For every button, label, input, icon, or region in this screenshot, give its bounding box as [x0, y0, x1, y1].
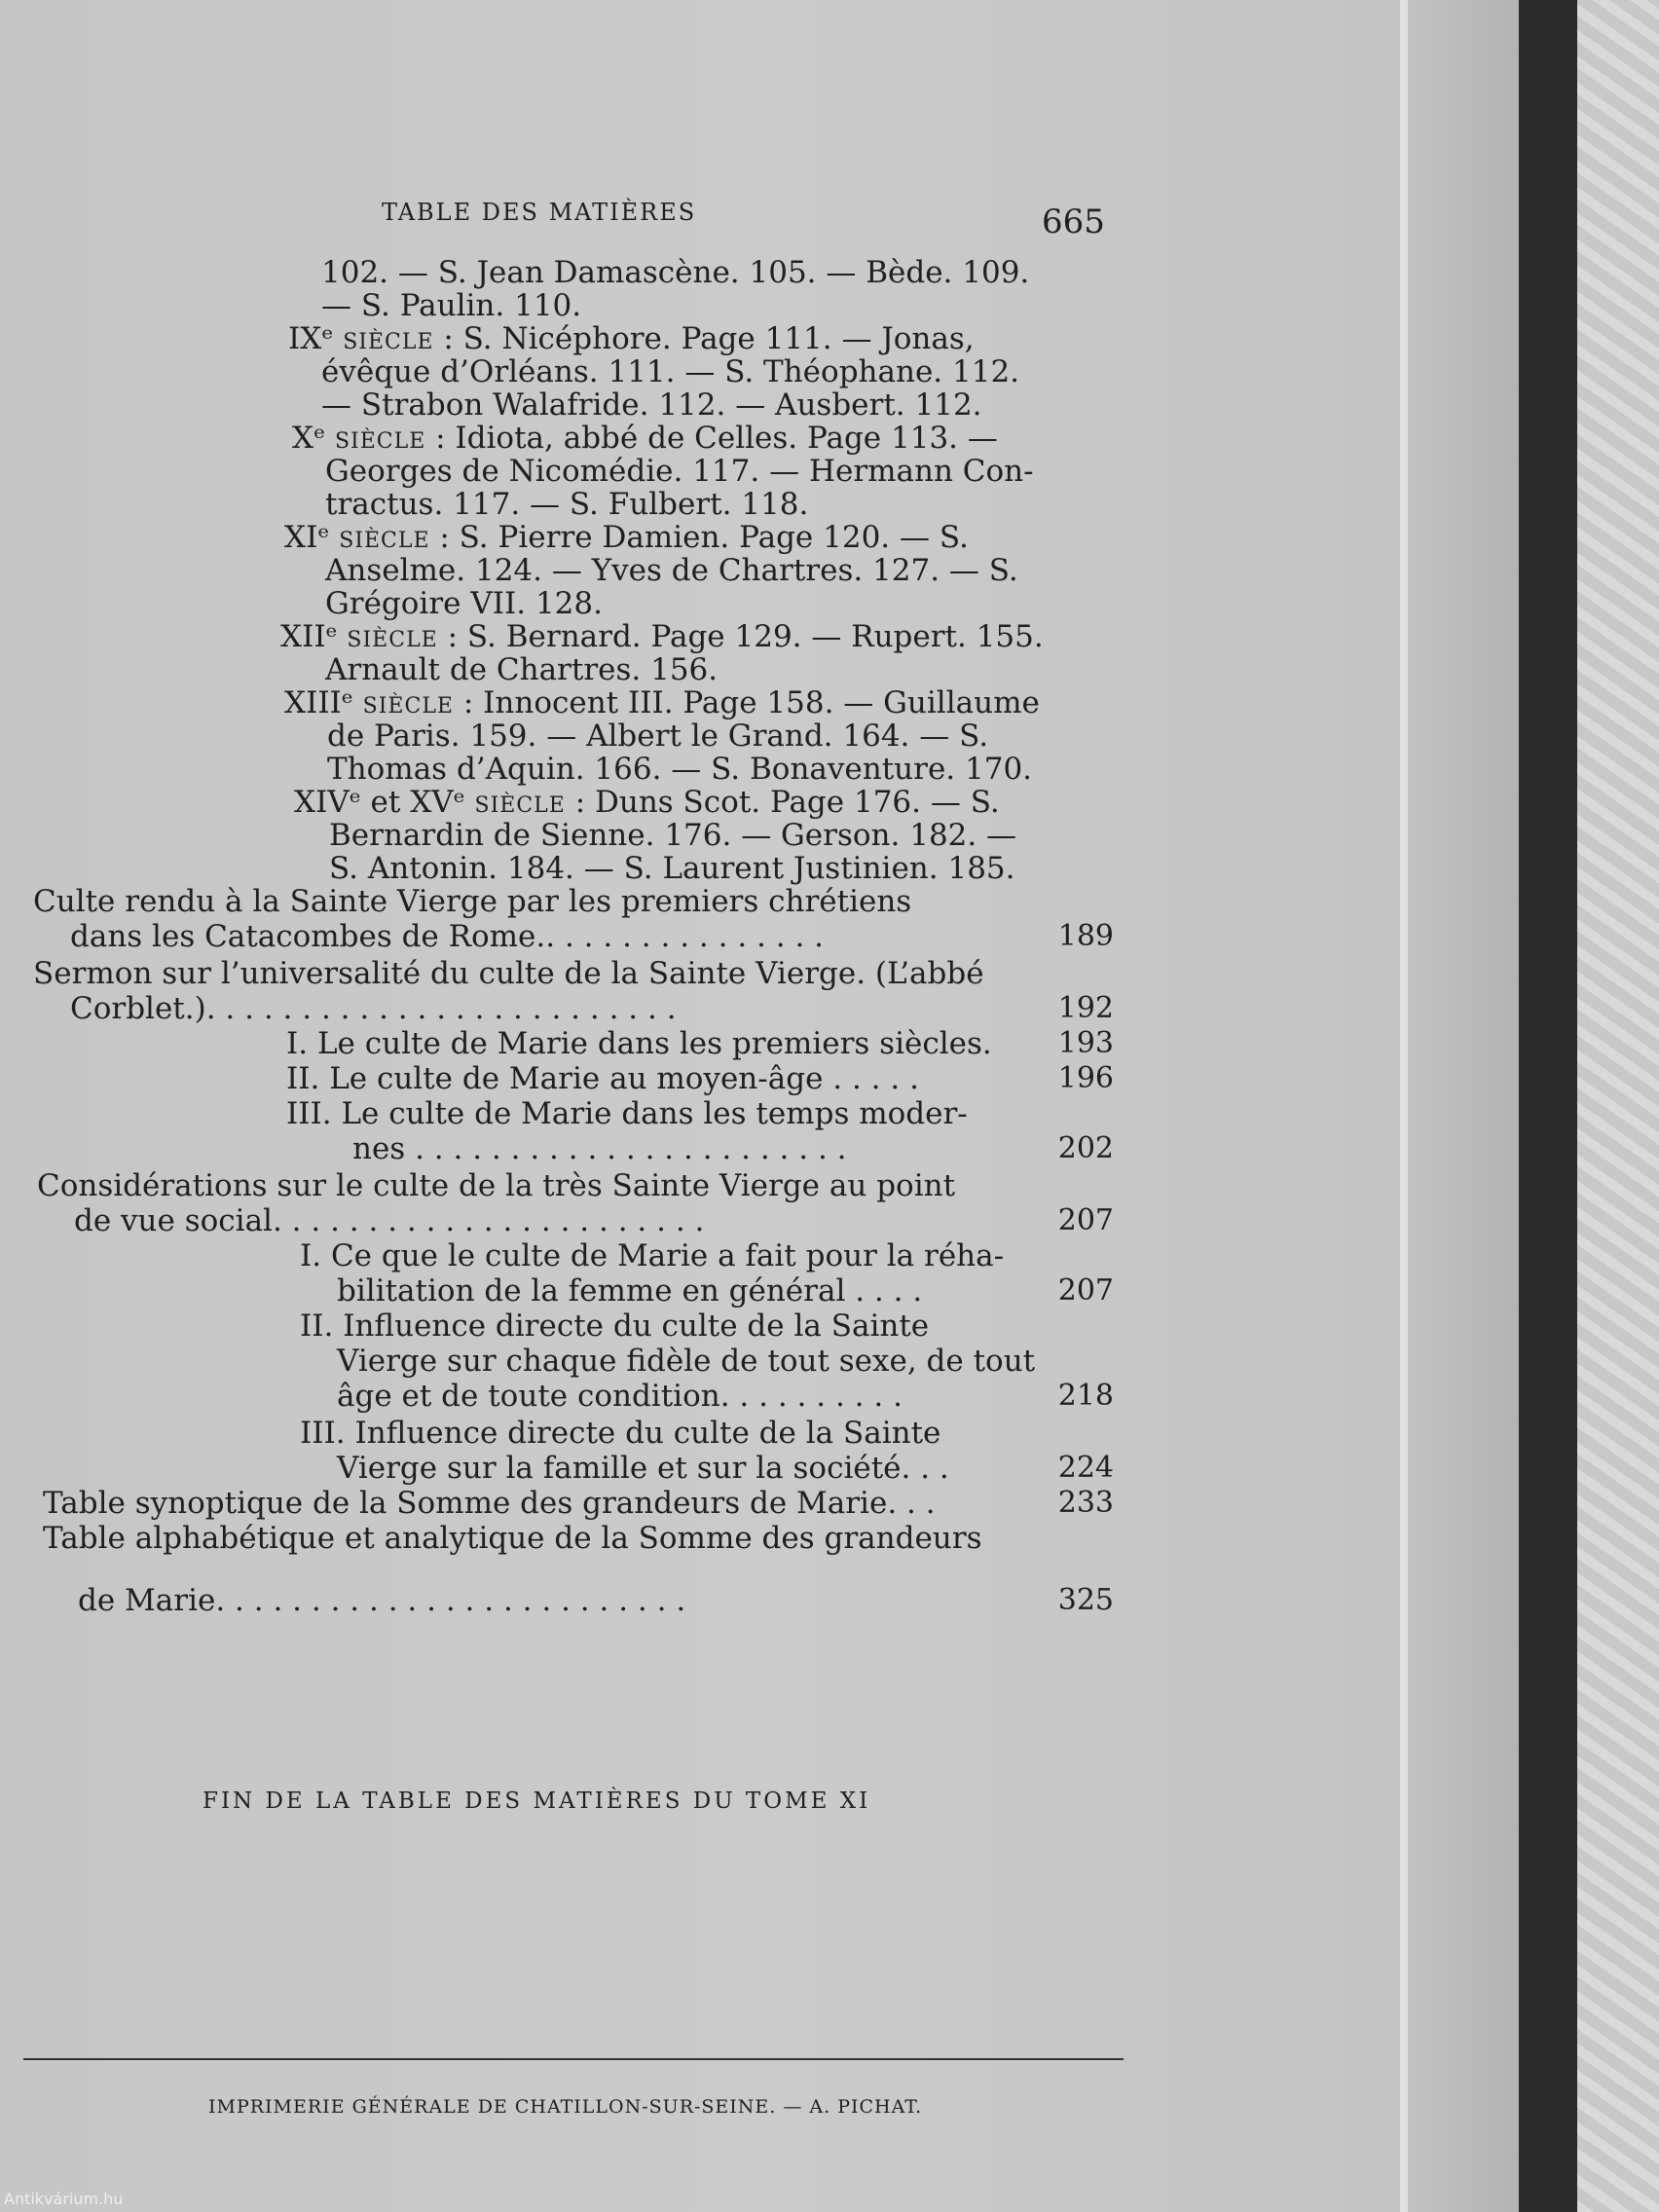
toc-line	[78, 1583, 685, 1618]
toc-page-number: 224	[1057, 1451, 1114, 1485]
toc-line	[300, 1416, 940, 1451]
toc-line-text: — Strabon Walafride. 112. — Ausbert. 112.	[321, 387, 982, 423]
watermark: Antikvárium.hu	[4, 2190, 124, 2208]
background-cloth	[1577, 0, 1659, 2212]
toc-line-text: I. Le culte de Marie dans les premiers siècles.	[286, 1026, 992, 1061]
toc-line	[337, 1273, 922, 1309]
toc-line-text: : S. Pierre Damien. Page 120. — S.	[429, 520, 969, 555]
toc-page-number: 233	[1057, 1486, 1114, 1520]
toc-page-number: 192	[1057, 991, 1114, 1025]
page-number: 665	[1042, 203, 1105, 241]
century-label: SIÈCLE	[343, 330, 434, 354]
century-numeral: XIVᵉ et XVᵉ	[294, 785, 475, 820]
footer-rule	[23, 2058, 1124, 2060]
page-edge	[1400, 0, 1408, 2212]
toc-line	[325, 454, 1034, 489]
toc-line	[337, 1379, 903, 1414]
toc-line	[321, 288, 581, 323]
century-label: SIÈCLE	[347, 628, 438, 652]
printer-credit: IMPRIMERIE GÉNÉRALE DE CHATILLON-SUR-SEINE. — A. PICHAT.	[208, 2096, 923, 2118]
century-numeral: Xᵉ	[292, 421, 335, 456]
toc-line-text: : S. Bernard. Page 129. — Rupert. 155.	[437, 619, 1044, 654]
toc-line	[37, 1168, 955, 1203]
toc-line-text: : Innocent III. Page 158. — Guillaume	[454, 685, 1040, 720]
toc-line	[286, 1026, 992, 1061]
toc-line	[325, 553, 1018, 588]
toc-line-text: évêque d’Orléans. 111. — S. Théophane. 112.	[321, 354, 1020, 389]
toc-line	[43, 1486, 936, 1521]
toc-line	[325, 487, 808, 522]
century-numeral: XIIᵉ	[280, 619, 348, 654]
century-label: SIÈCLE	[474, 793, 566, 818]
toc-page-number: 193	[1057, 1026, 1114, 1060]
toc-line	[327, 719, 988, 754]
toc-line	[43, 1521, 982, 1556]
toc-line-text: de Marie. . . . . . . . . . . . . . . . . . . . . . . . .	[78, 1583, 686, 1618]
toc-line	[33, 956, 984, 991]
century-label: SIÈCLE	[334, 429, 426, 454]
toc-line	[33, 884, 911, 919]
running-header-title: TABLE DES MATIÈRES	[382, 199, 697, 226]
toc-line-text: II. Influence directe du culte de la Sainte	[300, 1309, 930, 1344]
century-numeral: XIIIᵉ	[284, 685, 363, 720]
toc-line-text: dans les Catacombes de Rome.. . . . . . . . . . . . . . .	[70, 919, 825, 954]
board-edge	[1408, 0, 1519, 2212]
century-label: SIÈCLE	[339, 529, 430, 553]
toc-line-text: Grégoire VII. 128.	[325, 586, 603, 621]
book-binding	[1519, 0, 1577, 2212]
toc-line-text: âge et de toute condition. . . . . . . . . .	[337, 1379, 903, 1414]
toc-line-text: Vierge sur la famille et sur la société. . .	[337, 1451, 949, 1486]
toc-line-text: : S. Nicéphore. Page 111. — Jonas,	[433, 321, 975, 356]
toc-line-text: Sermon sur l’universalité du culte de la Sainte Vierge. (L’abbé	[33, 956, 984, 991]
toc-line-text: : Idiota, abbé de Celles. Page 113. —	[425, 421, 998, 456]
toc-line-text: Table synoptique de la Somme des grandeurs de Marie. . .	[43, 1486, 936, 1521]
toc-line	[325, 586, 603, 621]
toc-line-text: Arnault de Chartres. 156.	[325, 652, 719, 687]
toc-line-text: 102. — S. Jean Damascène. 105. — Bède. 109.	[321, 255, 1030, 290]
toc-line-text: Corblet.). . . . . . . . . . . . . . . . . . . . . . . . .	[70, 991, 677, 1026]
toc-page-number: 218	[1057, 1379, 1114, 1413]
toc-line	[300, 1238, 1004, 1273]
century-numeral: IXᵉ	[288, 321, 344, 356]
toc-line-text: Table alphabétique et analytique de la Somme des grandeurs	[43, 1521, 982, 1556]
toc-page-number: 189	[1057, 919, 1114, 953]
toc-line-text: III. Influence directe du culte de la Sainte	[300, 1416, 941, 1451]
toc-line	[321, 387, 982, 423]
toc-line-text: Georges de Nicomédie. 117. — Hermann Con-	[325, 454, 1034, 489]
toc-line	[321, 255, 1029, 290]
toc-line	[329, 851, 1015, 886]
toc-line-text: I. Ce que le culte de Marie a fait pour la réha-	[300, 1238, 1005, 1273]
toc-line-text: Thomas d’Aquin. 166. — S. Bonaventure. 170.	[327, 752, 1033, 787]
toc-line-text: bilitation de la femme en général . . . .	[337, 1273, 923, 1309]
toc-line	[286, 1096, 968, 1131]
toc-line-text: nes . . . . . . . . . . . . . . . . . . . . . . .	[352, 1131, 847, 1166]
toc-line	[337, 1344, 1035, 1379]
toc-line-text: II. Le culte de Marie au moyen-âge . . . . .	[286, 1061, 919, 1096]
toc-line-text: III. Le culte de Marie dans les temps moder-	[286, 1096, 968, 1131]
toc-line	[337, 1451, 949, 1486]
toc-line-text: : Duns Scot. Page 176. — S.	[565, 785, 1000, 820]
toc-line	[352, 1131, 847, 1166]
toc-line-text: tractus. 117. — S. Fulbert. 118.	[325, 487, 809, 522]
toc-line	[325, 652, 718, 687]
toc-page-number: 196	[1057, 1061, 1114, 1095]
toc-line	[74, 1203, 704, 1238]
toc-line	[286, 1061, 919, 1096]
end-of-table-note: FIN DE LA TABLE DES MATIÈRES DU TOME XI	[203, 1788, 871, 1814]
toc-line-text: Anselme. 124. — Yves de Chartres. 127. — S.	[325, 553, 1018, 588]
toc-line-text: — S. Paulin. 110.	[321, 288, 582, 323]
toc-line-text: Culte rendu à la Sainte Vierge par les premiers chrétiens	[33, 884, 912, 919]
toc-line-text: de Paris. 159. — Albert le Grand. 164. — S.	[327, 719, 989, 754]
toc-line-text: Bernardin de Sienne. 176. — Gerson. 182. —	[329, 818, 1017, 853]
toc-page-number: 202	[1057, 1131, 1114, 1165]
toc-line	[300, 1309, 929, 1344]
toc-line	[70, 919, 824, 954]
toc-page-number: 207	[1057, 1273, 1114, 1308]
toc-line	[70, 991, 677, 1026]
century-label: SIÈCLE	[362, 694, 454, 719]
toc-line	[321, 354, 1019, 389]
toc-line-text: de vue social. . . . . . . . . . . . . . . . . . . . . . .	[74, 1203, 705, 1238]
toc-line	[329, 818, 1016, 853]
toc-line-text: Considérations sur le culte de la très Sainte Vierge au point	[37, 1168, 956, 1203]
toc-page-number: 325	[1057, 1583, 1114, 1617]
toc-line-text: S. Antonin. 184. — S. Laurent Justinien. 185.	[329, 851, 1015, 886]
toc-page-number: 207	[1057, 1203, 1114, 1237]
toc-line-text: Vierge sur chaque fidèle de tout sexe, de tout	[337, 1344, 1036, 1379]
toc-line	[327, 752, 1032, 787]
century-numeral: XIᵉ	[284, 520, 340, 555]
